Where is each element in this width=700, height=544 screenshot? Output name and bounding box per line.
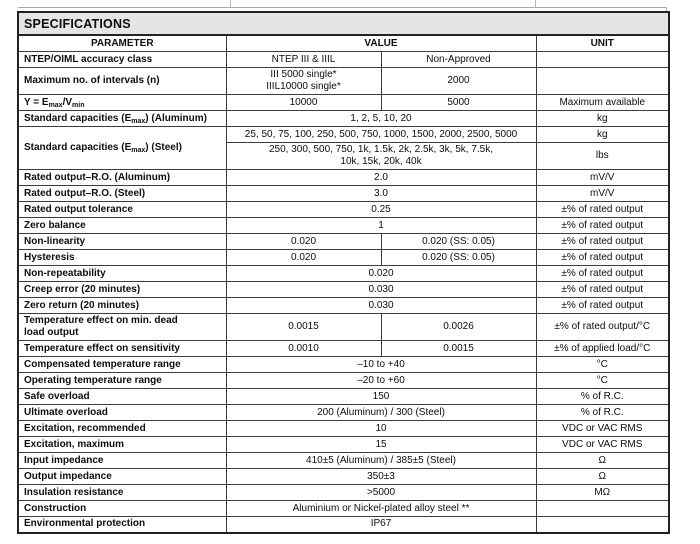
unit-cell: VDC or VAC RMS: [536, 421, 669, 437]
value-cell: 350±3: [226, 469, 536, 485]
unit-cell: [536, 52, 669, 68]
table-row: [18, 266, 669, 282]
param-cell: Standard capacities $(E_{max})$ (Steel): [18, 127, 226, 170]
value-cell: 0.020 (SS: 0.05): [381, 234, 536, 250]
value-cell: III 5000 single* IIIL10000 single*: [226, 68, 381, 95]
value-cell: NTEP III & IIIL: [226, 52, 381, 68]
param-cell: Construction: [18, 501, 226, 517]
value-cell: 25, 50, 75, 100, 250, 500, 750, 1000, 1500, 2000, 2500, 5000: [226, 127, 536, 143]
unit-cell: °C: [536, 357, 669, 373]
value-cell: >5000: [226, 485, 536, 501]
value-cell: 0.020: [226, 250, 381, 266]
value-cell: 250, 300, 500, 750, 1k, 1.5k, 2k, 2.5k, 3k, 5k, 7.5k, 10k, 15k, 20k, 40k: [226, 143, 536, 170]
unit-cell: ±% of rated output: [536, 218, 669, 234]
table-row: [18, 202, 669, 218]
unit-cell: ±% of rated output: [536, 250, 669, 266]
table-row: [18, 421, 669, 437]
table-title: SPECIFICATIONS: [18, 12, 669, 35]
table-row: [18, 282, 669, 298]
table-row: [18, 517, 669, 533]
table-row: [18, 218, 669, 234]
unit-cell: kg: [536, 127, 669, 143]
param-cell: Insulation resistance: [18, 485, 226, 501]
unit-cell: Ω: [536, 453, 669, 469]
param-cell: Input impedance: [18, 453, 226, 469]
table-header-row: [18, 35, 669, 52]
param-cell: Non-repeatability: [18, 266, 226, 282]
param-cell: Maximum no. of intervals (n): [18, 68, 226, 95]
table-row: [18, 357, 669, 373]
param-cell: Environmental protection: [18, 517, 226, 533]
unit-cell: MΩ: [536, 485, 669, 501]
specifications-table: [17, 11, 670, 534]
value-cell: 5000: [381, 95, 536, 111]
table-row: [18, 437, 669, 453]
param-cell: Output impedance: [18, 469, 226, 485]
unit-cell: Ω: [536, 469, 669, 485]
table-row: [18, 186, 669, 202]
value-cell: 0.030: [226, 282, 536, 298]
table-row: [18, 234, 669, 250]
param-cell: Zero balance: [18, 218, 226, 234]
value-cell: Aluminium or Nickel-plated alloy steel **: [226, 501, 536, 517]
unit-cell: ±% of rated output: [536, 282, 669, 298]
param-cell: Temperature effect on sensitivity: [18, 341, 226, 357]
param-cell: Zero return (20 minutes): [18, 298, 226, 314]
value-cell: 150: [226, 389, 536, 405]
table-row: [18, 250, 669, 266]
unit-cell: % of R.C.: [536, 389, 669, 405]
param-cell: Operating temperature range: [18, 373, 226, 389]
param-cell: Rated output–R.O. (Aluminum): [18, 170, 226, 186]
value-cell: 10000: [226, 95, 381, 111]
unit-cell: ±% of applied load/°C: [536, 341, 669, 357]
value-cell: –10 to +40: [226, 357, 536, 373]
unit-cell: [536, 501, 669, 517]
table-row: [18, 373, 669, 389]
unit-cell: ±% of rated output: [536, 202, 669, 218]
value-cell: 0.020: [226, 266, 536, 282]
value-cell: 0.25: [226, 202, 536, 218]
unit-cell: °C: [536, 373, 669, 389]
spec-table-body: [18, 52, 669, 533]
param-cell: Excitation, maximum: [18, 437, 226, 453]
param-cell: Rated output tolerance: [18, 202, 226, 218]
param-cell: Temperature effect on min. dead load output: [18, 314, 226, 341]
unit-cell: [536, 517, 669, 533]
param-cell: Non-linearity: [18, 234, 226, 250]
cropped-table-artifact-tick: [535, 0, 536, 7]
table-row: [18, 52, 669, 68]
value-cell: 200 (Aluminum) / 300 (Steel): [226, 405, 536, 421]
table-row: [18, 170, 669, 186]
param-cell: $Y = E_{max}/V_{min}$: [18, 95, 226, 111]
value-cell: IP67: [226, 517, 536, 533]
col-header-parameter: PARAMETER: [18, 35, 226, 52]
unit-cell: lbs: [536, 143, 669, 170]
table-row: [18, 68, 669, 95]
param-cell: Safe overload: [18, 389, 226, 405]
table-row: [18, 314, 669, 341]
table-row: [18, 405, 669, 421]
col-header-value: VALUE: [226, 35, 536, 52]
value-cell: 3.0: [226, 186, 536, 202]
param-cell: NTEP/OIML accuracy class: [18, 52, 226, 68]
param-cell: Excitation, recommended: [18, 421, 226, 437]
param-cell: Creep error (20 minutes): [18, 282, 226, 298]
unit-cell: Maximum available: [536, 95, 669, 111]
cropped-table-artifact-tick: [230, 0, 231, 7]
value-cell: –20 to +60: [226, 373, 536, 389]
unit-cell: mV/V: [536, 186, 669, 202]
value-cell: 10: [226, 421, 536, 437]
value-cell: 15: [226, 437, 536, 453]
table-row: [18, 469, 669, 485]
table-row: [18, 389, 669, 405]
param-cell: Compensated temperature range: [18, 357, 226, 373]
param-cell: Standard capacities $(E_{max})$ (Aluminum): [18, 111, 226, 127]
table-row: [18, 298, 669, 314]
value-cell: 0.030: [226, 298, 536, 314]
cropped-table-artifact-line: [18, 7, 667, 8]
param-cell: Hysteresis: [18, 250, 226, 266]
value-cell: 0.0010: [226, 341, 381, 357]
table-row: [18, 341, 669, 357]
table-row: [18, 501, 669, 517]
table-title-row: [18, 12, 669, 35]
value-cell: 410±5 (Aluminum) / 385±5 (Steel): [226, 453, 536, 469]
value-cell: 0.020 (SS: 0.05): [381, 250, 536, 266]
value-cell: 2000: [381, 68, 536, 95]
unit-cell: ±% of rated output/°C: [536, 314, 669, 341]
value-cell: 1: [226, 218, 536, 234]
value-cell: 0.0015: [226, 314, 381, 341]
value-cell: 0.0026: [381, 314, 536, 341]
table-row: [18, 453, 669, 469]
table-row: [18, 111, 669, 127]
unit-cell: % of R.C.: [536, 405, 669, 421]
value-cell: Non-Approved: [381, 52, 536, 68]
value-cell: 2.0: [226, 170, 536, 186]
unit-cell: ±% of rated output: [536, 234, 669, 250]
unit-cell: kg: [536, 111, 669, 127]
unit-cell: [536, 68, 669, 95]
unit-cell: ±% of rated output: [536, 298, 669, 314]
table-row: [18, 485, 669, 501]
col-header-unit: UNIT: [536, 35, 669, 52]
table-row: [18, 95, 669, 111]
table-row: [18, 127, 669, 143]
unit-cell: VDC or VAC RMS: [536, 437, 669, 453]
value-cell: 0.0015: [381, 341, 536, 357]
unit-cell: mV/V: [536, 170, 669, 186]
param-cell: Rated output–R.O. (Steel): [18, 186, 226, 202]
value-cell: 0.020: [226, 234, 381, 250]
value-cell: 1, 2, 5, 10, 20: [226, 111, 536, 127]
param-cell: Ultimate overload: [18, 405, 226, 421]
unit-cell: ±% of rated output: [536, 266, 669, 282]
